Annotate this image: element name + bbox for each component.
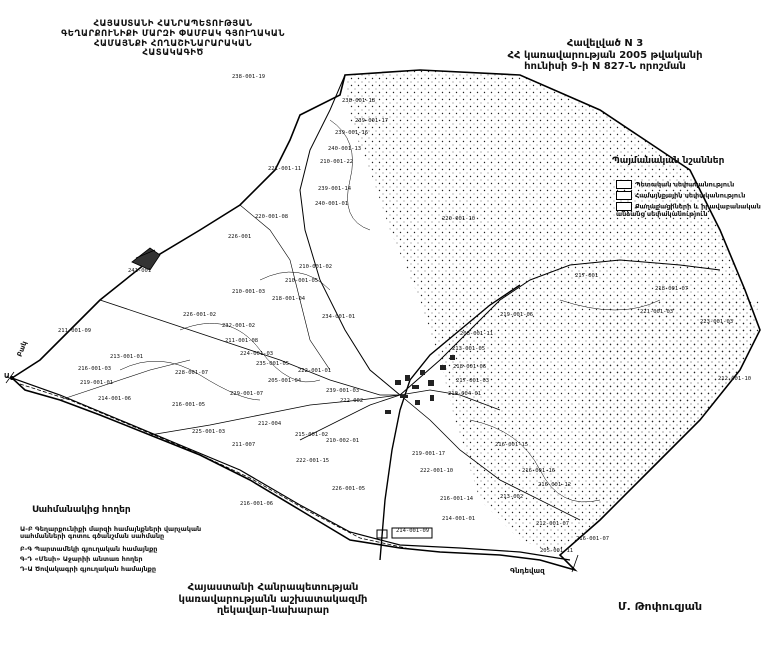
legend-label-community: Համայնքային սեփականություն xyxy=(635,191,746,200)
adjacent-land-item: Գ-Դ «Մեսի» Աջարիի անտառ հողեր xyxy=(20,555,143,563)
parcel-label: 218-001-06 xyxy=(453,364,487,370)
annex-number: Հավելված N 3 xyxy=(566,38,644,49)
west-point-label: Ա xyxy=(4,372,10,380)
parcel-label: 213-001-05 xyxy=(452,346,486,352)
parcel-label: 238-001-19 xyxy=(232,74,266,80)
parcel-label: 210-001-22 xyxy=(320,159,354,165)
legend-title: Պայմանական նշաններ xyxy=(612,156,725,166)
signatory-line-3: ղեկավար-նախարար xyxy=(216,605,330,616)
parcel-label: 222-002 xyxy=(340,398,364,404)
west-direction-label: Բակ xyxy=(15,340,29,358)
adjacent-land-item: Դ-Ա Ծովակագրի գյուղական համայնքը xyxy=(20,565,157,573)
map-title-line-2: ԳԵՂԱՐՔՈՒՆԻՔԻ ՄԱՐԶԻ ՓԱՄԲԱԿ ԳՅՈՒՂԱԿԱՆ xyxy=(61,28,285,39)
parcel-label: 214-001-09 xyxy=(396,528,430,534)
legend-swatch-state xyxy=(616,180,632,189)
signatory-line-1: Հայաստանի Հանրապետության xyxy=(187,582,359,593)
parcel-label: 211-001-09 xyxy=(58,328,92,334)
parcel-label: 214-001-06 xyxy=(98,396,132,402)
legend-swatch-community xyxy=(616,191,632,200)
forest-symbol xyxy=(132,248,160,270)
parcel-label: 235-001-05 xyxy=(256,361,290,367)
parcel-label: 210-001-02 xyxy=(299,264,333,270)
parcel-label: 217-001-03 xyxy=(456,378,490,384)
adjacent-lands-title: Սահմանակից հողեր xyxy=(32,505,131,515)
parcel-label: 222-001-15 xyxy=(296,458,330,464)
parcel-label: 208-001-11 xyxy=(460,331,494,337)
parcel-label: 228-001-07 xyxy=(175,370,209,376)
parcel-label: 211-001-08 xyxy=(225,338,259,344)
parcel-label: 205-001-11 xyxy=(540,548,574,554)
parcel-label: 222-001-01 xyxy=(298,368,332,374)
state-land-area-2 xyxy=(580,300,760,520)
parcel-label: 229-001-07 xyxy=(230,391,264,397)
parcel-label: 218-001-07 xyxy=(655,286,689,292)
legend-label-state: Պետական սեփականություն xyxy=(635,180,735,189)
south-direction-label: Գնդեվազ xyxy=(510,567,545,575)
parcel-label: 216-001-16 xyxy=(522,468,556,474)
parcel-label: 232-001-02 xyxy=(222,323,256,329)
parcel-label: 221-001-11 xyxy=(268,166,302,172)
legend-item-private xyxy=(616,202,766,218)
annex-decree-line-1: ՀՀ կառավարության 2005 թվականի xyxy=(507,49,703,61)
signatory-title xyxy=(178,582,368,617)
parcel-label: 216-001-03 xyxy=(78,366,112,372)
settlement-cluster xyxy=(377,355,455,538)
legend-label-private: Քաղաքացիների և իրավաբանական անձանց սեփականություն xyxy=(616,202,761,218)
parcel-label: 211-007 xyxy=(232,442,256,448)
parcel-label: 239-001-16 xyxy=(335,130,369,136)
map-title-line-1: ՀԱՅԱՍՏԱՆԻ ՀԱՆՐԱՊԵՏՈՒԹՅԱՆ xyxy=(93,19,253,29)
parcel-label: 234-001-01 xyxy=(322,314,356,320)
map-title-line-3: ՀԱՄԱՅՆՔԻ ՀՈՂԱՇԻՆԱՐԱՐԱԿԱՆ xyxy=(93,38,253,49)
parcel-label: 216-001-12 xyxy=(538,482,572,488)
parcel-label: 216-001-07 xyxy=(576,536,610,542)
parcel-label: 225-001-03 xyxy=(192,429,226,435)
parcel-label: 219-001-17 xyxy=(412,451,446,457)
parcel-label: 238-001-18 xyxy=(342,98,376,104)
parcel-label: 210-001-05 xyxy=(285,278,319,284)
parcel-label: 216-001-15 xyxy=(495,442,529,448)
parcel-label: 219-001-01 xyxy=(80,380,114,386)
parcel-label: 210-002-01 xyxy=(326,438,360,444)
parcel-label: 220-001-10 xyxy=(442,216,476,222)
parcel-label: 240-001-13 xyxy=(328,146,362,152)
parcel-label: 239-001-17 xyxy=(355,118,389,124)
parcel-label: 215-001-02 xyxy=(295,432,329,438)
parcel-label: 205-001-04 xyxy=(268,378,302,384)
parcel-label: 213-002 xyxy=(500,494,524,500)
parcel-label: 216-001-05 xyxy=(172,402,206,408)
parcel-label: 239-001-03 xyxy=(326,388,360,394)
parcel-label: 218-001-04 xyxy=(272,296,306,302)
parcel-label: 223-001-03 xyxy=(700,319,734,325)
adjacent-land-item: Ա-Բ Գեղարքունիքի մարզի համայնքների վարչական սահմանների գոտու գծանշման սահմանը xyxy=(20,525,202,541)
parcel-label: 221-001-03 xyxy=(640,309,674,315)
parcel-label: 214-001-01 xyxy=(442,516,476,522)
parcel-label: 217-001 xyxy=(575,273,599,279)
parcel-label: 212-001-10 xyxy=(718,376,752,382)
parcel-label: 226-001-02 xyxy=(183,312,217,318)
parcel-label: 213-001-01 xyxy=(110,354,144,360)
parcel-label: 219-001-06 xyxy=(500,312,534,318)
parcel-label: 216-001-14 xyxy=(440,496,474,502)
legend-item-state xyxy=(616,180,734,189)
parcel-label: 222-001-10 xyxy=(420,468,454,474)
parcel-label: 212-004 xyxy=(258,421,282,427)
parcel-label: 210-004-01 xyxy=(448,391,482,397)
map-title-line-4: ՀԱՏԱԿԱԳԻԾ xyxy=(142,48,204,59)
parcel-label: 224-001-03 xyxy=(240,351,274,357)
parcel-label: 210-001-03 xyxy=(232,289,266,295)
annex-decree-line-2: հունիսի 9-ի N 827-Ն որոշման xyxy=(524,61,686,72)
legend-item-community xyxy=(616,191,745,200)
parcel-label: 226-001-05 xyxy=(332,486,366,492)
parcel-label: 240-001-01 xyxy=(315,201,349,207)
parcel-label: 216-001-06 xyxy=(240,501,274,507)
parcel-label: 239-001-14 xyxy=(318,186,352,192)
adjacent-land-item: Բ-Գ Պարտամեկի գյուղական համայնքը xyxy=(20,545,158,553)
signatory-line-2: կառավարությանն աշխատակազմի xyxy=(178,593,368,605)
parcel-label: 220-001-08 xyxy=(255,214,289,220)
parcel-label: 226-001 xyxy=(228,234,252,240)
signatory-name: Մ. Թոփուզյան xyxy=(618,600,703,613)
inner-boundary-f xyxy=(240,205,333,370)
parcel-label: 241-001 xyxy=(128,268,152,274)
parcel-label: 212-001-07 xyxy=(536,521,570,527)
